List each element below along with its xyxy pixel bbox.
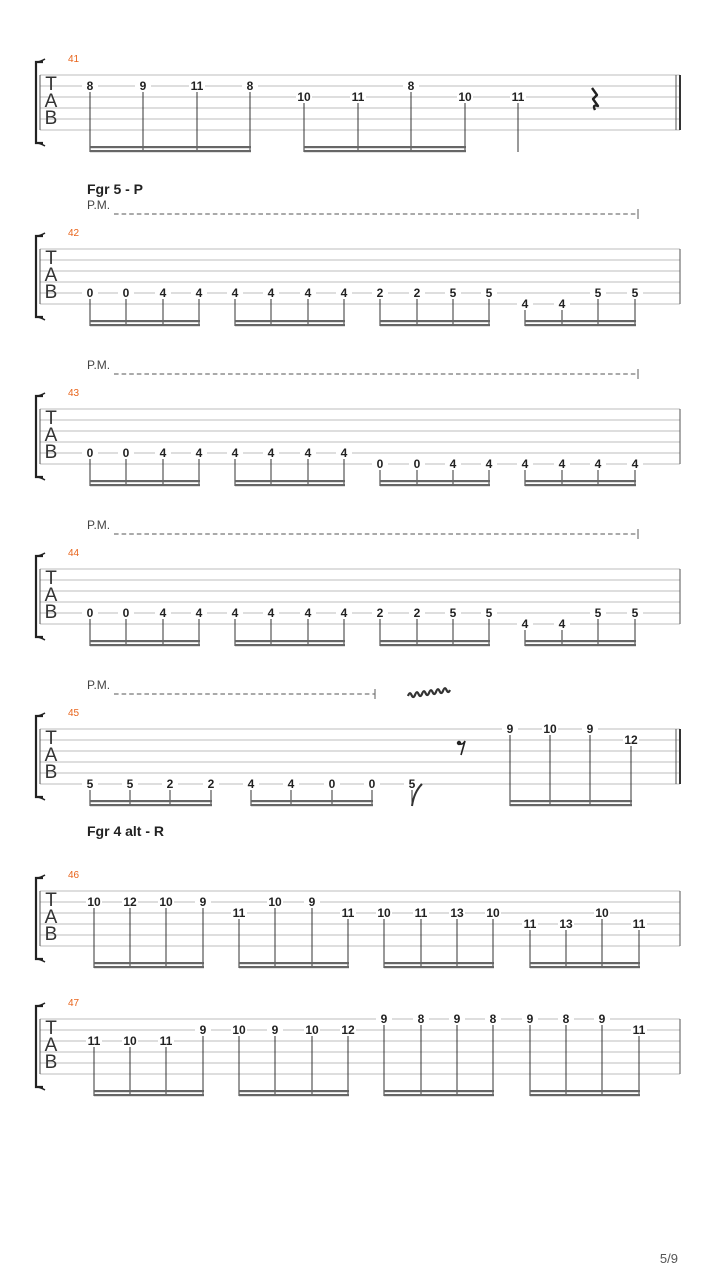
- beam-primary: [90, 480, 200, 482]
- beam-group: [376, 1012, 501, 1096]
- tab-clef-letter: T: [45, 890, 57, 911]
- beam-group: [231, 895, 356, 968]
- beam-primary: [90, 146, 251, 148]
- beam-secondary: [235, 324, 345, 326]
- beam-primary: [304, 146, 466, 148]
- fret-number: 4: [287, 777, 295, 791]
- palm-mute-label: P.M.: [87, 678, 111, 692]
- tab-system-47: [36, 998, 680, 1096]
- fret-number: 4: [159, 446, 167, 460]
- fret-number: 9: [199, 895, 207, 909]
- beam-secondary: [251, 804, 373, 806]
- fret-number: 4: [340, 286, 348, 300]
- beam-primary: [94, 1090, 204, 1092]
- tab-system-42: [36, 181, 680, 326]
- section-label: Fgr 5 - P: [87, 181, 144, 197]
- fret-number: 8: [86, 79, 94, 93]
- beam-primary: [384, 1090, 494, 1092]
- beam-group: [376, 906, 501, 968]
- fret-number: 4: [594, 457, 602, 471]
- fret-number: 2: [207, 777, 215, 791]
- beam-group: [82, 446, 207, 486]
- beam-group: [372, 457, 497, 486]
- beam-group: [227, 606, 352, 646]
- fret-number: 10: [458, 90, 472, 104]
- tab-clef-letter: B: [44, 762, 58, 783]
- fret-number: 2: [413, 286, 421, 300]
- section-label: Fgr 4 alt - R: [87, 823, 165, 839]
- fret-number: 0: [368, 777, 376, 791]
- measure-number: 45: [68, 708, 80, 719]
- beam-primary: [384, 962, 494, 964]
- bracket-hook-bottom: [36, 797, 45, 800]
- fret-number: 4: [558, 617, 566, 631]
- fret-number: 9: [586, 722, 594, 736]
- quarter-rest: [592, 88, 598, 110]
- measure-number: 46: [68, 870, 80, 881]
- fret-number: 4: [304, 286, 312, 300]
- fret-number: 4: [159, 606, 167, 620]
- beam-secondary: [90, 484, 200, 486]
- beam-secondary: [530, 966, 640, 968]
- beam-group: [82, 286, 207, 326]
- fret-number: 11: [632, 917, 646, 931]
- beam-primary: [530, 1090, 640, 1092]
- tab-clef-letter: A: [44, 91, 58, 112]
- tab-clef-letter: T: [45, 568, 57, 589]
- beam-primary: [251, 800, 373, 802]
- beam-secondary: [525, 644, 636, 646]
- fret-number: 4: [340, 446, 348, 460]
- fret-number: 11: [341, 906, 355, 920]
- fret-number: 10: [543, 722, 557, 736]
- beam-group: [404, 777, 422, 806]
- tab-clef-letter: A: [44, 907, 58, 928]
- fret-number: 12: [123, 895, 137, 909]
- fret-number: 5: [408, 777, 416, 791]
- fret-number: 4: [631, 457, 639, 471]
- fret-number: 8: [417, 1012, 425, 1026]
- palm-mute-label: P.M.: [87, 518, 111, 532]
- tab-clef-letter: A: [44, 425, 58, 446]
- fret-number: 13: [559, 917, 573, 931]
- measure-number: 47: [68, 998, 80, 1009]
- fret-number: 11: [159, 1034, 173, 1048]
- fret-number: 8: [246, 79, 254, 93]
- bracket-hook-top: [36, 875, 45, 878]
- fret-number: 10: [232, 1023, 246, 1037]
- beam-primary: [530, 962, 640, 964]
- tab-clef-letter: B: [44, 602, 58, 623]
- bracket-hook-top: [36, 233, 45, 236]
- fret-number: 11: [632, 1023, 646, 1037]
- beam-group: [372, 286, 497, 326]
- measure-number: 43: [68, 388, 80, 399]
- fret-number: 0: [86, 446, 94, 460]
- fret-number: 4: [304, 606, 312, 620]
- fret-number: 4: [231, 286, 239, 300]
- bracket-hook-top: [36, 713, 45, 716]
- fret-number: 2: [166, 777, 174, 791]
- page-number: 5/9: [659, 1251, 678, 1266]
- beam-secondary: [94, 966, 204, 968]
- fret-number: 9: [308, 895, 316, 909]
- bracket-hook-bottom: [36, 637, 45, 640]
- fret-number: 12: [341, 1023, 355, 1037]
- fret-number: 0: [413, 457, 421, 471]
- fret-number: 11: [523, 917, 537, 931]
- fret-number: 0: [328, 777, 336, 791]
- fret-number: 4: [558, 457, 566, 471]
- fret-number: 10: [377, 906, 391, 920]
- beam-secondary: [239, 1094, 349, 1096]
- fret-number: 0: [376, 457, 384, 471]
- tab-clef-letter: T: [45, 74, 57, 95]
- fret-number: 11: [351, 90, 365, 104]
- fret-number: 0: [122, 606, 130, 620]
- fret-number: 4: [231, 446, 239, 460]
- beam-secondary: [525, 484, 636, 486]
- beam-secondary: [304, 150, 466, 152]
- beam-group: [522, 1012, 647, 1096]
- fret-number: 9: [598, 1012, 606, 1026]
- fret-number: 10: [159, 895, 173, 909]
- bracket-hook-top: [36, 553, 45, 556]
- fret-number: 5: [485, 286, 493, 300]
- fret-number: 5: [126, 777, 134, 791]
- fret-number: 13: [450, 906, 464, 920]
- fret-number: 0: [122, 286, 130, 300]
- fret-number: 9: [139, 79, 147, 93]
- fret-number: 11: [414, 906, 428, 920]
- beam-primary: [235, 480, 345, 482]
- beam-primary: [380, 640, 490, 642]
- fret-number: 5: [449, 606, 457, 620]
- fret-number: 10: [268, 895, 282, 909]
- fret-number: 5: [594, 286, 602, 300]
- tab-clef-letter: B: [44, 1052, 58, 1073]
- beam-secondary: [90, 804, 212, 806]
- fret-number: 10: [305, 1023, 319, 1037]
- beam-secondary: [380, 644, 490, 646]
- fret-number: 9: [506, 722, 514, 736]
- fret-number: 5: [631, 606, 639, 620]
- measure-number: 41: [68, 54, 80, 65]
- beam-group: [517, 286, 643, 326]
- fret-number: 11: [511, 90, 525, 104]
- beam-primary: [510, 800, 632, 802]
- fret-number: 4: [304, 446, 312, 460]
- beam-primary: [380, 320, 490, 322]
- tab-clef-letter: T: [45, 408, 57, 429]
- beam-group: [517, 606, 643, 646]
- bracket-hook-bottom: [36, 317, 45, 320]
- beam-primary: [239, 962, 349, 964]
- fret-number: 9: [271, 1023, 279, 1037]
- beam-primary: [90, 800, 212, 802]
- fret-number: 4: [195, 286, 203, 300]
- palm-mute-label: P.M.: [87, 198, 111, 212]
- beam-group: [517, 457, 643, 486]
- fret-number: 4: [267, 446, 275, 460]
- beam-secondary: [90, 644, 200, 646]
- palm-mute-label: P.M.: [87, 358, 111, 372]
- beam-primary: [525, 320, 636, 322]
- fret-number: 4: [267, 606, 275, 620]
- fret-number: 9: [526, 1012, 534, 1026]
- fret-number: 10: [297, 90, 311, 104]
- tab-clef-letter: A: [44, 585, 58, 606]
- fret-number: 11: [87, 1034, 101, 1048]
- beam-group: [502, 722, 639, 806]
- beam-secondary: [94, 1094, 204, 1096]
- measure-number: 44: [68, 548, 80, 559]
- fret-number: 11: [190, 79, 204, 93]
- beam-group: [231, 1023, 356, 1096]
- beam-primary: [380, 480, 490, 482]
- beam-group: [510, 90, 526, 152]
- tab-clef-letter: A: [44, 745, 58, 766]
- beam-primary: [90, 320, 200, 322]
- tab-system-41: [36, 54, 680, 152]
- fret-number: 4: [247, 777, 255, 791]
- fret-number: 0: [122, 446, 130, 460]
- measure-number: 42: [68, 228, 80, 239]
- beam-primary: [235, 320, 345, 322]
- beam-secondary: [90, 324, 200, 326]
- fret-number: 4: [267, 286, 275, 300]
- tab-clef-letter: T: [45, 728, 57, 749]
- vibrato-mark: [408, 688, 450, 697]
- tab-system-44: [36, 518, 680, 646]
- tab-system-45: [36, 678, 680, 806]
- beam-group: [243, 777, 380, 806]
- beam-group: [86, 1023, 211, 1096]
- tab-clef-letter: B: [44, 924, 58, 945]
- tab-system-46: [36, 823, 680, 968]
- beam-group: [82, 777, 219, 806]
- fret-number: 4: [521, 457, 529, 471]
- fret-number: 10: [87, 895, 101, 909]
- fret-number: 5: [485, 606, 493, 620]
- beam-secondary: [384, 1094, 494, 1096]
- tab-clef-letter: B: [44, 282, 58, 303]
- tab-clef-letter: T: [45, 248, 57, 269]
- bracket-hook-bottom: [36, 143, 45, 146]
- beam-secondary: [380, 484, 490, 486]
- bracket-hook-top: [36, 1003, 45, 1006]
- fret-number: 5: [449, 286, 457, 300]
- bracket-hook-top: [36, 59, 45, 62]
- fret-number: 4: [558, 297, 566, 311]
- fret-number: 8: [562, 1012, 570, 1026]
- beam-group: [227, 446, 352, 486]
- beam-group: [82, 606, 207, 646]
- fret-number: 10: [123, 1034, 137, 1048]
- fret-number: 4: [195, 606, 203, 620]
- beam-group: [82, 79, 258, 152]
- fret-number: 11: [232, 906, 246, 920]
- fret-number: 5: [594, 606, 602, 620]
- beam-primary: [525, 640, 636, 642]
- fret-number: 12: [624, 733, 638, 747]
- bracket-hook-top: [36, 393, 45, 396]
- beam-group: [86, 895, 211, 968]
- fret-number: 4: [159, 286, 167, 300]
- tab-clef-letter: A: [44, 1035, 58, 1056]
- fret-number: 4: [449, 457, 457, 471]
- beam-secondary: [530, 1094, 640, 1096]
- tab-clef-letter: B: [44, 442, 58, 463]
- beam-primary: [525, 480, 636, 482]
- fret-number: 10: [486, 906, 500, 920]
- beam-group: [522, 906, 647, 968]
- fret-number: 2: [376, 606, 384, 620]
- fret-number: 9: [199, 1023, 207, 1037]
- fret-number: 4: [340, 606, 348, 620]
- fret-number: 4: [521, 617, 529, 631]
- tab-clef-letter: T: [45, 1018, 57, 1039]
- fret-number: 10: [595, 906, 609, 920]
- beam-group: [296, 79, 473, 152]
- bracket-hook-bottom: [36, 1087, 45, 1090]
- fret-number: 0: [86, 606, 94, 620]
- fret-number: 5: [631, 286, 639, 300]
- bracket-hook-bottom: [36, 477, 45, 480]
- beam-group: [372, 606, 497, 646]
- bracket-hook-bottom: [36, 959, 45, 962]
- fret-number: 2: [413, 606, 421, 620]
- fret-number: 4: [195, 446, 203, 460]
- beam-secondary: [90, 150, 251, 152]
- fret-number: 4: [485, 457, 493, 471]
- fret-number: 9: [453, 1012, 461, 1026]
- fret-number: 9: [380, 1012, 388, 1026]
- fret-number: 4: [231, 606, 239, 620]
- tab-clef-letter: A: [44, 265, 58, 286]
- fret-number: 8: [489, 1012, 497, 1026]
- beam-secondary: [384, 966, 494, 968]
- fret-number: 8: [407, 79, 415, 93]
- fret-number: 5: [86, 777, 94, 791]
- fret-number: 4: [521, 297, 529, 311]
- tab-system-43: [36, 358, 680, 486]
- beam-primary: [94, 962, 204, 964]
- beam-secondary: [380, 324, 490, 326]
- fret-number: 0: [86, 286, 94, 300]
- beam-primary: [239, 1090, 349, 1092]
- tab-clef-letter: B: [44, 108, 58, 129]
- beam-primary: [235, 640, 345, 642]
- fret-number: 2: [376, 286, 384, 300]
- beam-secondary: [235, 484, 345, 486]
- beam-primary: [90, 640, 200, 642]
- beam-secondary: [239, 966, 349, 968]
- beam-group: [227, 286, 352, 326]
- beam-secondary: [510, 804, 632, 806]
- beam-secondary: [525, 324, 636, 326]
- beam-secondary: [235, 644, 345, 646]
